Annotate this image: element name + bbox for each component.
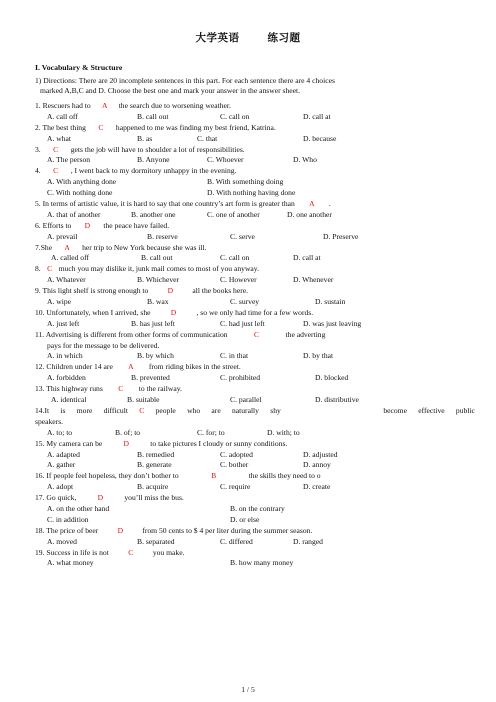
options-row [35,395,475,406]
question-7-stem-end: her trip to New York because she was ill. [82,242,207,252]
option-a: A. identical [51,395,87,405]
option-a: A. wipe [47,297,72,307]
q14-word: naturally [231,405,259,415]
question-10-stem-end: , so we only had time for a few words. [196,307,314,317]
question-14-continuation: speakers. [35,416,64,426]
options-row [35,177,475,188]
question-13-stem: 13. This highway runs [35,384,103,394]
answer-mark: C [128,547,134,557]
question-10 [35,308,475,319]
answer-mark: C [118,384,124,394]
answer-mark: C [254,329,260,339]
options-row [35,319,475,330]
option-b: B. Whichever [137,275,180,285]
options-row [35,373,475,384]
option-a: A. adapted [47,449,80,459]
option-a: A. to; to [47,427,73,437]
option-d: D. Who [293,155,317,165]
question-1-stem-end: the search due to worsening weather. [118,101,231,110]
answer-mark: C [139,405,145,415]
option-b: B. prevented [131,373,170,383]
q14-word: difficult [103,405,128,415]
option-b: B. on the contrary [230,503,285,513]
answer-mark: A [101,101,108,110]
question-17-stem-end: you’ll miss the bus. [124,493,184,503]
question-16 [35,471,475,482]
question-16-stem-end: the skills they need to o [248,471,321,481]
option-a: A. moved [47,536,77,546]
question-6-stem-end: the peace have failed. [103,220,170,230]
section-heading: I. Vocabulary & Structure [35,63,123,72]
options-row [35,134,475,145]
option-d: D. was just leaving [303,318,362,328]
question-6 [35,221,475,232]
question-18-stem: 18. The price of beer [35,525,99,535]
options-row [35,460,475,471]
option-d: D. call at [293,253,321,263]
question-10-stem: 10. Unfortunately, when I arrived, she [35,307,151,317]
question-9 [35,286,475,297]
q14-word: shy [270,405,281,415]
option-d: D. one another [287,209,332,219]
directions-line-1: 1) Directions: There are 20 incomplete sentences in this part. For each sentence there are 4 choices [35,76,335,85]
question-11 [35,330,475,341]
option-d: D. create [303,482,331,492]
option-c: C. Whoever [207,155,244,165]
question-9-stem-end: all the books here. [192,286,249,296]
answer-mark: D [123,438,129,448]
question-1 [35,101,475,112]
q14-word: are [211,405,221,415]
option-b: B. call out [137,111,169,121]
answer-mark: D [170,307,177,317]
question-17-stem: 17. Go quick, [35,493,77,503]
option-c: C. call on [220,253,250,263]
question-11-continuation: pays for the message to be delivered. [47,340,160,350]
question-11-stem-end: the adverting [285,329,326,339]
answer-mark: A [128,362,134,372]
question-14 [35,406,475,417]
option-c: C. serve [230,231,255,241]
options-row [35,232,475,243]
option-a: A. prevail [47,231,78,241]
option-d: D. or else [230,514,260,524]
question-9-stem: 9. This light shelf is strong enough to [35,286,149,296]
option-b: B. another one [131,209,176,219]
question-6-stem: 6. Efforts to [35,220,72,230]
option-b: B. generate [137,460,172,470]
question-15 [35,439,475,450]
option-a: A. adopt [47,482,74,492]
question-3-stem: 3. [35,144,41,154]
option-b: B. separated [137,536,175,546]
answer-mark: D [167,286,174,296]
options-row [35,275,475,286]
answer-mark: D [117,525,124,535]
question-15-stem: 15. My camera can be [35,438,103,448]
options-row [35,155,475,166]
question-12-stem: 12. Children under 14 are [35,362,113,372]
option-b: B. call out [141,253,173,263]
question-8-stem: 8. [35,264,41,274]
option-d: D. annoy [303,460,331,470]
option-d: D. Whenever [293,275,334,285]
answer-mark: C [53,144,59,154]
option-c: C. that [197,133,218,143]
option-a: A. what [47,133,72,143]
answer-mark: A [309,199,315,209]
option-a: A. called off [51,253,90,263]
option-d: D. distributive [315,395,359,405]
option-d: D. With nothing having done [207,188,296,198]
option-c: C. had just left [220,318,265,328]
question-19-stem: 19. Success in life is not [35,547,109,557]
question-17 [35,493,475,504]
option-c: C. adopted [220,449,253,459]
option-b: B. of; to [115,427,141,437]
option-b: B. Anyone [137,155,170,165]
page-number: 1 / 5 [241,685,255,694]
option-a: A. With anything done [47,177,117,187]
answer-mark: C [98,122,104,132]
option-b: B. wax [147,297,169,307]
q14-word: effective [418,405,445,415]
question-19-stem-end: you make. [152,547,185,557]
question-4-stem-end: , I went back to my dormitory unhappy in the evening. [70,166,237,176]
answer-mark: A [64,242,70,252]
option-a: A. just left [47,318,80,328]
question-12 [35,362,475,373]
q14-word: is [60,405,66,415]
q14-word: people [155,405,176,415]
options-row [35,188,475,199]
option-c: C. survey [230,297,260,307]
question-3 [35,145,475,156]
options-row [35,558,475,569]
option-a: A. call off [47,111,78,121]
option-a: A. in which [47,351,83,361]
option-d: D. because [303,133,337,143]
option-a: A. gather [47,460,76,470]
question-2-stem-end: happened to me was finding my best friend, Katrina. [115,122,276,132]
option-d: D. with; to [267,427,300,437]
answer-mark: D [97,493,104,503]
option-b: B. suitable [127,395,160,405]
question-16-stem: 16. If people feel hopeless, they don’t bother to [35,471,179,481]
options-row [35,112,475,123]
question-13-stem-end: to the railway. [138,384,182,394]
page-title [0,30,496,45]
title-exercise: 练习题 [267,32,301,44]
option-c: C. prohibited [220,373,261,383]
options-row [35,504,475,515]
options-row [35,450,475,461]
q14-word: more [76,405,93,415]
option-a: A. on the other hand [47,503,110,513]
option-c: C. differed [220,536,253,546]
options-row [35,428,475,439]
question-15-stem-end: to take pictures I cloudy or sunny conditions. [150,438,288,448]
spacer [292,406,372,417]
option-c: C. bother [220,460,249,470]
question-list [35,101,475,569]
option-a: A. Whatever [47,275,86,285]
option-b: B. as [137,133,153,143]
q14-word: 14.It [35,405,50,415]
question-7-stem: 7.She [35,242,53,252]
option-c: C. parallel [230,395,262,405]
option-b: B. how many money [230,558,294,568]
option-c: C. in that [220,351,249,361]
option-c: C. With nothing done [47,188,113,198]
question-11-stem: 11. Advertising is different from other forms of communication [35,329,228,339]
question-8 [35,264,475,275]
title-course: 大学英语 [195,32,240,44]
option-b: B. remedied [137,449,175,459]
answer-mark: C [53,166,59,176]
option-c: C. in addition [47,514,89,524]
option-a: A. what money [47,558,94,568]
question-19 [35,548,475,559]
question-3-stem-end: gets the job will have to shoulder a lot of responsibilities. [70,144,245,154]
option-a: A. The person [47,155,91,165]
option-c: C. However [220,275,257,285]
options-row [35,210,475,221]
answer-mark: B [211,471,217,481]
option-d: D. call at [303,111,331,121]
question-5-stem: 5. In terms of artistic value, it is hard to say that one country’s art form is greater than [35,199,295,209]
q14-word: become [383,405,407,415]
option-a: A. forbidden [47,373,86,383]
options-row [35,253,475,264]
options-row [35,515,475,526]
options-row [35,482,475,493]
option-d: D. sustain [315,297,346,307]
option-d: D. by that [303,351,334,361]
option-b: B. acquire [137,482,169,492]
q14-word: public [455,405,475,415]
option-b: B. reserve [147,231,178,241]
question-2-stem: 2. The best thing [35,122,86,132]
option-b: B. by which [137,351,174,361]
question-18 [35,526,475,537]
question-18-stem-end: from 50 cents to $ 4 per liter during the summer season. [142,525,313,535]
option-c: C. require [220,482,251,492]
question-7 [35,243,475,254]
option-d: D. adjusted [303,449,338,459]
options-row [35,297,475,308]
options-row [35,351,475,362]
answer-mark: D [84,220,91,230]
option-d: D. ranged [293,536,323,546]
option-a: A. that of another [47,209,101,219]
question-2 [35,123,475,134]
question-8-stem-end: much you may dislike it, junk mail comes to most of you anyway. [58,264,259,274]
question-5-stem-end: . [328,199,331,209]
question-12-stem-end: from riding bikes in the street. [148,362,241,372]
options-row [35,537,475,548]
question-1-stem: 1. Rescuers had to [35,101,91,110]
option-d: D. Preserve [323,231,359,241]
option-c: C. for; to [197,427,225,437]
q14-word: who [187,405,201,415]
question-4-stem: 4. [35,166,41,176]
question-5 [35,199,475,210]
option-c: C. call on [220,111,250,121]
option-c: C. one of another [207,209,260,219]
answer-mark: C [47,264,53,274]
question-13 [35,384,475,395]
question-4 [35,166,475,177]
directions-line-2: marked A,B,C and D. Choose the best one and mark your answer in the answer sheet. [40,86,301,95]
option-b: B. With something doing [207,177,284,187]
option-b: B. has just left [131,318,175,328]
option-d: D. blocked [315,373,349,383]
